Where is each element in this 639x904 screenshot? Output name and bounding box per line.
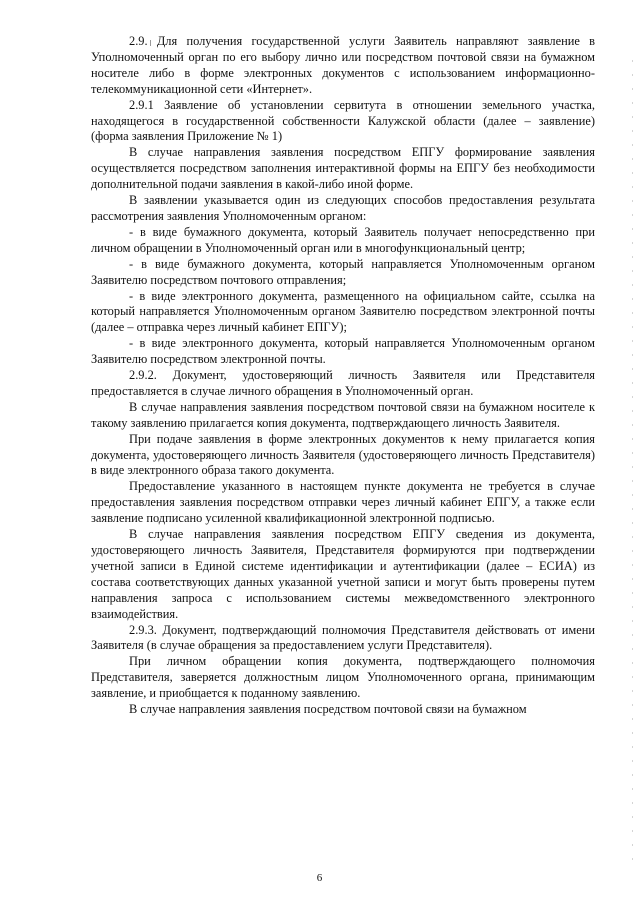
paragraph-2-9-2: 2.9.2. Документ, удостоверяющий личность Заявителя или Представителя предоставляется в случае личного обращения в Уполномоченный орган. [91, 368, 595, 398]
paragraph-mail-continued: В случае направления заявления посредством почтовой связи на бумажном [129, 702, 527, 717]
paragraph-electronic-copy: При подаче заявления в форме электронных документов к нему прилагается копия документа, удостоверяющего личность Заявителя (удостоверяющего личность Представителя) в виде электронного образа такого документа. [91, 431, 595, 478]
list-item-paper-mail: - в виде бумажного документа, который направляется Уполномоченным органом Заявителю посредством почтового отправления; [91, 256, 595, 287]
document-body [91, 34, 595, 718]
paragraph-not-required: Предоставление указанного в настоящем пункте документа не требуется в случае предоставления заявления посредством отправки через личный кабинет ЕПГУ, а также если заявление подписано усиленной квалификационной электронной подписью. [91, 479, 595, 526]
scan-edge-artifact [632, 60, 633, 860]
paragraph-esia: В случае направления заявления посредством ЕПГУ сведения из документа, удостоверяющего личность Заявителя, Представителя формируются при подтверждении учетной записи в Единой системе идентификации и аутентификации (далее – ЕСИА) из состава соответствующих данных указанной учетной записи и могут быть проверены путем направления запроса с использованием системы межведомственного электронного взаимодействия. [91, 527, 595, 621]
page-number: 6 [316, 872, 323, 884]
paragraph-personal-copy: При личном обращении копия документа, подтверждающего полномочия Представителя, заверяется должностным лицом Уполномоченного органа, принимающим заявление, и приобщается к поданному заявлению. [91, 654, 595, 701]
list-item-electronic-site: - в виде электронного документа, размещенного на официальном сайте, ссылка на который направляется Уполномоченным органом Заявителю посредством электронной почты (далее – отправка через личный кабинет ЕПГУ); [91, 288, 595, 335]
paragraph-epgu-form: В случае направления заявления посредством ЕПГУ формирование заявления осуществляется посредством заполнения интерактивной формы на ЕПГУ без необходимости дополнительной подачи заявления в какой-либо иной форме. [91, 145, 595, 192]
paragraph-mail-copy: В случае направления заявления посредством почтовой связи на бумажном носителе к такому заявлению прилагается копия документа, подтверждающего личность Заявителя. [91, 399, 595, 430]
list-item-electronic-email: - в виде электронного документа, который направляется Уполномоченным органом Заявителю посредством электронной почты. [91, 336, 595, 367]
paragraph-2-9: 2.9. Для получения государственной услуги Заявитель направляют заявление в Уполномоченный орган по его выбору лично или посредством почтовой связи на бумажном носителе либо в форме электронных документов с использованием информационно-телекоммуникационной сети «Интернет». [91, 34, 595, 96]
paragraph-result-methods: В заявлении указывается один из следующих способов предоставления результата рассмотрения заявления Уполномоченным органом: [91, 193, 595, 223]
paragraph-2-9-3: 2.9.3. Документ, подтверждающий полномочия Представителя действовать от имени Заявителя (в случае обращения за предоставлением услуги Представителя). [91, 622, 595, 653]
paragraph-2-9-1: 2.9.1 Заявление об установлении сервитута в отношении земельного участка, находящегося в государственной собственности Калужской области (далее – заявление) (форма заявления Приложение № 1) [91, 97, 595, 144]
list-item-paper-personal: - в виде бумажного документа, который Заявитель получает непосредственно при личном обращении в Уполномоченный орган или в многофункциональный центр; [91, 224, 595, 255]
